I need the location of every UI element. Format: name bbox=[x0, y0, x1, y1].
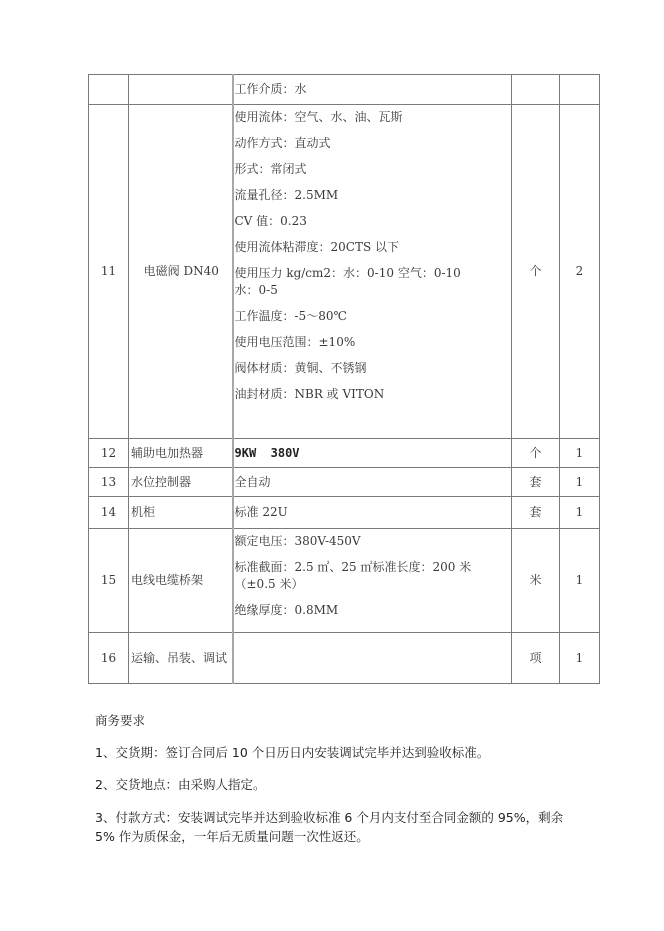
item-spec bbox=[233, 105, 512, 439]
item-name: 电磁阀 DN40 bbox=[129, 105, 233, 439]
item-unit: 套 bbox=[512, 468, 560, 497]
table-row bbox=[89, 439, 600, 468]
spec-line: 油封材质：NBR 或 VITON bbox=[234, 387, 385, 401]
item-name: 水位控制器 bbox=[129, 468, 233, 497]
item-quantity: 1 bbox=[560, 529, 600, 633]
item-quantity: 1 bbox=[560, 439, 600, 468]
spec-line: 使用流体：空气、水、油、瓦斯 bbox=[234, 110, 403, 124]
item-number bbox=[89, 75, 129, 105]
spec-line: 工作介质：水 bbox=[234, 82, 307, 96]
item-unit: 个 bbox=[512, 105, 560, 439]
item-spec bbox=[233, 497, 512, 529]
item-unit: 个 bbox=[512, 439, 560, 468]
business-item-delivery-period: 1、交货期：签订合同后 10 个日历日内安装调试完毕并达到验收标准。 bbox=[95, 745, 490, 760]
item-number: 13 bbox=[89, 468, 129, 497]
spec-line: 使用电压范围：±10% bbox=[234, 335, 356, 349]
item-spec bbox=[233, 529, 512, 633]
item-spec bbox=[233, 439, 512, 468]
spec-line: 使用压力 kg/cm2：水：0-10 空气：0-10 水：0-5 bbox=[234, 266, 461, 297]
item-quantity: 1 bbox=[560, 633, 600, 684]
spec-line: 全自动 bbox=[234, 474, 271, 489]
table-row bbox=[89, 497, 600, 529]
item-number: 15 bbox=[89, 529, 129, 633]
spec-line: 流量孔径：2.5MM bbox=[234, 188, 339, 202]
spec-line: 动作方式：直动式 bbox=[234, 136, 331, 150]
business-requirements-title: 商务要求 bbox=[95, 713, 146, 728]
item-quantity bbox=[560, 75, 600, 105]
item-spec bbox=[233, 633, 512, 684]
spec-line: CV 值：0.23 bbox=[234, 214, 307, 228]
item-name: 辅助电加热器 bbox=[129, 439, 233, 468]
item-unit bbox=[512, 75, 560, 105]
item-spec bbox=[233, 75, 512, 105]
table-row bbox=[89, 633, 600, 684]
spec-line: 阀体材质：黄铜、不锈钢 bbox=[234, 361, 367, 375]
item-unit: 项 bbox=[512, 633, 560, 684]
business-item-delivery-location: 2、交货地点：由采购人指定。 bbox=[95, 777, 266, 792]
item-number: 14 bbox=[89, 497, 129, 529]
item-number: 12 bbox=[89, 439, 129, 468]
item-unit: 套 bbox=[512, 497, 560, 529]
table-row bbox=[89, 75, 600, 105]
spec-line: 标准截面：2.5 ㎡、25 ㎡标准长度：200 米（±0.5 米） bbox=[234, 560, 472, 591]
equipment-spec-table bbox=[88, 74, 600, 684]
spec-line: 形式：常闭式 bbox=[234, 162, 307, 176]
item-quantity: 1 bbox=[560, 468, 600, 497]
item-name: 运输、吊装、调试 bbox=[129, 633, 233, 684]
spec-line: 标准 22U bbox=[234, 505, 288, 519]
item-name bbox=[129, 75, 233, 105]
table-row bbox=[89, 529, 600, 633]
table-row bbox=[89, 468, 600, 497]
item-number: 11 bbox=[89, 105, 129, 439]
item-number: 16 bbox=[89, 633, 129, 684]
business-item-payment-terms: 3、付款方式：安装调试完毕并达到验收标准 6 个月内支付至合同金额的 95%，剩余 5% 作为质保金，一年后无质量问题一次性返还。 bbox=[95, 810, 564, 844]
spec-line: 额定电压：380V-450V bbox=[234, 534, 361, 548]
item-name: 电线电缆桥架 bbox=[129, 529, 233, 633]
spec-line: 工作温度：-5～80℃ bbox=[234, 309, 347, 323]
item-unit: 米 bbox=[512, 529, 560, 633]
item-spec bbox=[233, 468, 512, 497]
table-row bbox=[89, 105, 600, 439]
spec-line: 使用流体粘滞度：20CTS 以下 bbox=[234, 240, 399, 254]
spec-line: 绝缘厚度：0.8MM bbox=[234, 603, 339, 617]
item-name: 机柜 bbox=[129, 497, 233, 529]
spec-line: 9KW 380V bbox=[234, 445, 300, 460]
item-quantity: 2 bbox=[560, 105, 600, 439]
item-quantity: 1 bbox=[560, 497, 600, 529]
